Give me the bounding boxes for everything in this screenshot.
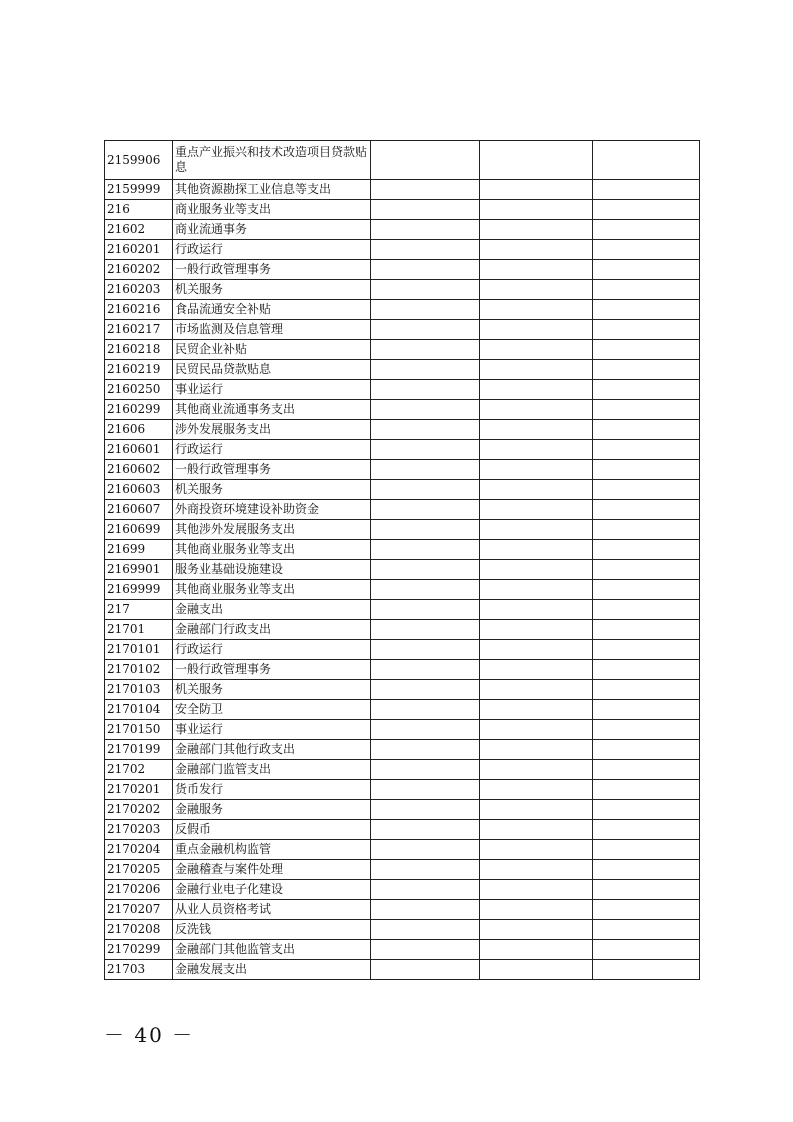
- table-row: [105, 960, 700, 980]
- subject-name-cell: 民贸企业补贴: [173, 340, 371, 360]
- value-cell-3: [593, 200, 700, 220]
- subject-code-cell: 2160601: [105, 440, 173, 460]
- table-row: [105, 300, 700, 320]
- value-cell-2: [480, 520, 593, 540]
- value-cell-3: [593, 300, 700, 320]
- value-cell-1: [371, 800, 480, 820]
- value-cell-1: [371, 240, 480, 260]
- subject-name-cell: 金融稽查与案件处理: [173, 860, 371, 880]
- subject-code-cell: 2170150: [105, 720, 173, 740]
- value-cell-1: [371, 820, 480, 840]
- value-cell-2: [480, 900, 593, 920]
- budget-table: [104, 140, 700, 980]
- value-cell-1: [371, 880, 480, 900]
- table-row: [105, 820, 700, 840]
- table-row: [105, 260, 700, 280]
- value-cell-1: [371, 480, 480, 500]
- value-cell-2: [480, 500, 593, 520]
- subject-name-cell: 其他商业服务业等支出: [173, 580, 371, 600]
- value-cell-2: [480, 680, 593, 700]
- table-row: [105, 840, 700, 860]
- table-row: [105, 520, 700, 540]
- value-cell-2: [480, 200, 593, 220]
- subject-code-cell: 2170104: [105, 700, 173, 720]
- value-cell-3: [593, 500, 700, 520]
- value-cell-3: [593, 440, 700, 460]
- value-cell-3: [593, 400, 700, 420]
- value-cell-2: [480, 960, 593, 980]
- subject-code-cell: 2159906: [105, 141, 173, 180]
- value-cell-3: [593, 660, 700, 680]
- value-cell-1: [371, 640, 480, 660]
- value-cell-2: [480, 580, 593, 600]
- subject-code-cell: 2170205: [105, 860, 173, 880]
- value-cell-1: [371, 380, 480, 400]
- table-row: [105, 660, 700, 680]
- value-cell-1: [371, 780, 480, 800]
- value-cell-3: [593, 240, 700, 260]
- subject-name-cell: 金融行业电子化建设: [173, 880, 371, 900]
- subject-name-cell: 外商投资环境建设补助资金: [173, 500, 371, 520]
- subject-name-cell: 涉外发展服务支出: [173, 420, 371, 440]
- value-cell-2: [480, 300, 593, 320]
- value-cell-1: [371, 320, 480, 340]
- subject-name-cell: 其他资源勘探工业信息等支出: [173, 180, 371, 200]
- subject-code-cell: 2170202: [105, 800, 173, 820]
- table-row: [105, 720, 700, 740]
- value-cell-3: [593, 540, 700, 560]
- value-cell-2: [480, 560, 593, 580]
- value-cell-3: [593, 900, 700, 920]
- subject-name-cell: 金融部门行政支出: [173, 620, 371, 640]
- value-cell-2: [480, 820, 593, 840]
- value-cell-3: [593, 940, 700, 960]
- value-cell-2: [480, 940, 593, 960]
- subject-code-cell: 2160216: [105, 300, 173, 320]
- subject-name-cell: 反假币: [173, 820, 371, 840]
- subject-code-cell: 2170201: [105, 780, 173, 800]
- value-cell-2: [480, 920, 593, 940]
- subject-name-cell: 反洗钱: [173, 920, 371, 940]
- subject-code-cell: 2160218: [105, 340, 173, 360]
- subject-code-cell: 21699: [105, 540, 173, 560]
- subject-name-cell: 机关服务: [173, 480, 371, 500]
- value-cell-2: [480, 380, 593, 400]
- value-cell-1: [371, 141, 480, 180]
- value-cell-1: [371, 660, 480, 680]
- table-row: [105, 360, 700, 380]
- subject-name-cell: 金融部门其他监管支出: [173, 940, 371, 960]
- table-row: [105, 940, 700, 960]
- subject-name-cell: 其他商业流通事务支出: [173, 400, 371, 420]
- subject-name-cell: 金融服务: [173, 800, 371, 820]
- subject-code-cell: 21606: [105, 420, 173, 440]
- value-cell-3: [593, 320, 700, 340]
- table-body: [105, 141, 700, 980]
- subject-name-cell: 行政运行: [173, 240, 371, 260]
- table-row: [105, 420, 700, 440]
- value-cell-3: [593, 520, 700, 540]
- value-cell-1: [371, 460, 480, 480]
- subject-name-cell: 金融支出: [173, 600, 371, 620]
- subject-code-cell: 2170299: [105, 940, 173, 960]
- value-cell-1: [371, 280, 480, 300]
- value-cell-1: [371, 400, 480, 420]
- value-cell-3: [593, 580, 700, 600]
- subject-code-cell: 2170103: [105, 680, 173, 700]
- value-cell-3: [593, 640, 700, 660]
- value-cell-1: [371, 300, 480, 320]
- table-row: [105, 900, 700, 920]
- subject-name-cell: 行政运行: [173, 640, 371, 660]
- table-row: [105, 440, 700, 460]
- value-cell-2: [480, 460, 593, 480]
- value-cell-2: [480, 700, 593, 720]
- table-row: [105, 480, 700, 500]
- value-cell-3: [593, 180, 700, 200]
- value-cell-1: [371, 360, 480, 380]
- table-row: [105, 141, 700, 180]
- subject-code-cell: 2170207: [105, 900, 173, 920]
- value-cell-2: [480, 600, 593, 620]
- subject-name-cell: 一般行政管理事务: [173, 260, 371, 280]
- value-cell-2: [480, 280, 593, 300]
- value-cell-1: [371, 700, 480, 720]
- subject-name-cell: 机关服务: [173, 680, 371, 700]
- subject-name-cell: 民贸民品贷款贴息: [173, 360, 371, 380]
- table-row: [105, 320, 700, 340]
- value-cell-3: [593, 860, 700, 880]
- subject-code-cell: 2159999: [105, 180, 173, 200]
- value-cell-1: [371, 900, 480, 920]
- value-cell-1: [371, 500, 480, 520]
- subject-name-cell: 一般行政管理事务: [173, 660, 371, 680]
- value-cell-1: [371, 860, 480, 880]
- value-cell-3: [593, 141, 700, 180]
- value-cell-3: [593, 780, 700, 800]
- subject-code-cell: 216: [105, 200, 173, 220]
- value-cell-1: [371, 720, 480, 740]
- table-row: [105, 860, 700, 880]
- value-cell-2: [480, 860, 593, 880]
- table-row: [105, 280, 700, 300]
- subject-name-cell: 商业服务业等支出: [173, 200, 371, 220]
- value-cell-2: [480, 340, 593, 360]
- table-row: [105, 880, 700, 900]
- value-cell-2: [480, 420, 593, 440]
- value-cell-3: [593, 760, 700, 780]
- value-cell-2: [480, 880, 593, 900]
- value-cell-2: [480, 320, 593, 340]
- value-cell-2: [480, 660, 593, 680]
- value-cell-1: [371, 440, 480, 460]
- table-row: [105, 200, 700, 220]
- subject-code-cell: 2170101: [105, 640, 173, 660]
- table-row: [105, 460, 700, 480]
- value-cell-1: [371, 940, 480, 960]
- value-cell-3: [593, 600, 700, 620]
- value-cell-2: [480, 780, 593, 800]
- value-cell-3: [593, 380, 700, 400]
- subject-code-cell: 2160299: [105, 400, 173, 420]
- table-row: [105, 740, 700, 760]
- table-row: [105, 600, 700, 620]
- subject-name-cell: 金融发展支出: [173, 960, 371, 980]
- table-row: [105, 400, 700, 420]
- subject-code-cell: 2169999: [105, 580, 173, 600]
- value-cell-1: [371, 520, 480, 540]
- value-cell-3: [593, 820, 700, 840]
- table-row: [105, 580, 700, 600]
- value-cell-1: [371, 220, 480, 240]
- subject-name-cell: 金融部门其他行政支出: [173, 740, 371, 760]
- subject-code-cell: 2170204: [105, 840, 173, 860]
- value-cell-1: [371, 760, 480, 780]
- table-row: [105, 340, 700, 360]
- value-cell-3: [593, 920, 700, 940]
- table-row: [105, 560, 700, 580]
- table-row: [105, 540, 700, 560]
- subject-name-cell: 机关服务: [173, 280, 371, 300]
- subject-name-cell: 其他涉外发展服务支出: [173, 520, 371, 540]
- subject-name-cell: 行政运行: [173, 440, 371, 460]
- subject-name-cell: 从业人员资格考试: [173, 900, 371, 920]
- value-cell-3: [593, 480, 700, 500]
- table-row: [105, 500, 700, 520]
- value-cell-3: [593, 740, 700, 760]
- subject-name-cell: 重点金融机构监管: [173, 840, 371, 860]
- value-cell-2: [480, 640, 593, 660]
- table-row: [105, 700, 700, 720]
- value-cell-2: [480, 400, 593, 420]
- subject-code-cell: 2160201: [105, 240, 173, 260]
- table-row: [105, 240, 700, 260]
- subject-code-cell: 2160250: [105, 380, 173, 400]
- value-cell-3: [593, 280, 700, 300]
- value-cell-2: [480, 220, 593, 240]
- subject-code-cell: 2169901: [105, 560, 173, 580]
- value-cell-2: [480, 800, 593, 820]
- subject-name-cell: 重点产业振兴和技术改造项目贷款贴息: [173, 141, 371, 180]
- subject-code-cell: 2160217: [105, 320, 173, 340]
- value-cell-3: [593, 700, 700, 720]
- value-cell-2: [480, 540, 593, 560]
- table-row: [105, 920, 700, 940]
- subject-name-cell: 商业流通事务: [173, 220, 371, 240]
- value-cell-3: [593, 800, 700, 820]
- value-cell-1: [371, 580, 480, 600]
- subject-code-cell: 2170199: [105, 740, 173, 760]
- value-cell-3: [593, 220, 700, 240]
- subject-name-cell: 金融部门监管支出: [173, 760, 371, 780]
- table-row: [105, 380, 700, 400]
- value-cell-2: [480, 141, 593, 180]
- subject-code-cell: 21701: [105, 620, 173, 640]
- value-cell-2: [480, 260, 593, 280]
- subject-code-cell: 217: [105, 600, 173, 620]
- value-cell-2: [480, 480, 593, 500]
- value-cell-2: [480, 840, 593, 860]
- value-cell-1: [371, 540, 480, 560]
- subject-code-cell: 2170206: [105, 880, 173, 900]
- subject-name-cell: 安全防卫: [173, 700, 371, 720]
- table-row: [105, 180, 700, 200]
- value-cell-2: [480, 440, 593, 460]
- value-cell-1: [371, 260, 480, 280]
- value-cell-3: [593, 620, 700, 640]
- value-cell-1: [371, 680, 480, 700]
- subject-name-cell: 事业运行: [173, 720, 371, 740]
- page-number: － 40 －: [104, 1023, 195, 1047]
- value-cell-2: [480, 740, 593, 760]
- subject-name-cell: 食品流通安全补贴: [173, 300, 371, 320]
- value-cell-1: [371, 340, 480, 360]
- value-cell-3: [593, 460, 700, 480]
- table-row: [105, 780, 700, 800]
- value-cell-1: [371, 740, 480, 760]
- value-cell-1: [371, 420, 480, 440]
- subject-name-cell: 一般行政管理事务: [173, 460, 371, 480]
- value-cell-3: [593, 340, 700, 360]
- subject-code-cell: 21702: [105, 760, 173, 780]
- value-cell-3: [593, 880, 700, 900]
- table-row: [105, 680, 700, 700]
- subject-code-cell: 2160202: [105, 260, 173, 280]
- value-cell-3: [593, 680, 700, 700]
- value-cell-1: [371, 560, 480, 580]
- subject-name-cell: 市场监测及信息管理: [173, 320, 371, 340]
- subject-code-cell: 21703: [105, 960, 173, 980]
- value-cell-2: [480, 620, 593, 640]
- subject-code-cell: 2160603: [105, 480, 173, 500]
- value-cell-1: [371, 840, 480, 860]
- table-row: [105, 760, 700, 780]
- value-cell-1: [371, 960, 480, 980]
- subject-code-cell: 2160602: [105, 460, 173, 480]
- subject-name-cell: 其他商业服务业等支出: [173, 540, 371, 560]
- subject-code-cell: 2160219: [105, 360, 173, 380]
- value-cell-1: [371, 620, 480, 640]
- subject-code-cell: 2170208: [105, 920, 173, 940]
- value-cell-3: [593, 960, 700, 980]
- value-cell-1: [371, 600, 480, 620]
- subject-code-cell: 2170203: [105, 820, 173, 840]
- table-row: [105, 620, 700, 640]
- subject-code-cell: 2160203: [105, 280, 173, 300]
- value-cell-3: [593, 360, 700, 380]
- value-cell-1: [371, 180, 480, 200]
- value-cell-2: [480, 760, 593, 780]
- value-cell-2: [480, 360, 593, 380]
- value-cell-3: [593, 560, 700, 580]
- table-row: [105, 640, 700, 660]
- value-cell-1: [371, 920, 480, 940]
- table-row: [105, 220, 700, 240]
- subject-name-cell: 事业运行: [173, 380, 371, 400]
- subject-code-cell: 2160607: [105, 500, 173, 520]
- value-cell-3: [593, 420, 700, 440]
- subject-code-cell: 2160699: [105, 520, 173, 540]
- table-row: [105, 800, 700, 820]
- value-cell-3: [593, 840, 700, 860]
- value-cell-3: [593, 720, 700, 740]
- subject-name-cell: 服务业基础设施建设: [173, 560, 371, 580]
- value-cell-3: [593, 260, 700, 280]
- subject-name-cell: 货币发行: [173, 780, 371, 800]
- value-cell-2: [480, 720, 593, 740]
- subject-code-cell: 21602: [105, 220, 173, 240]
- value-cell-2: [480, 240, 593, 260]
- subject-code-cell: 2170102: [105, 660, 173, 680]
- value-cell-2: [480, 180, 593, 200]
- value-cell-1: [371, 200, 480, 220]
